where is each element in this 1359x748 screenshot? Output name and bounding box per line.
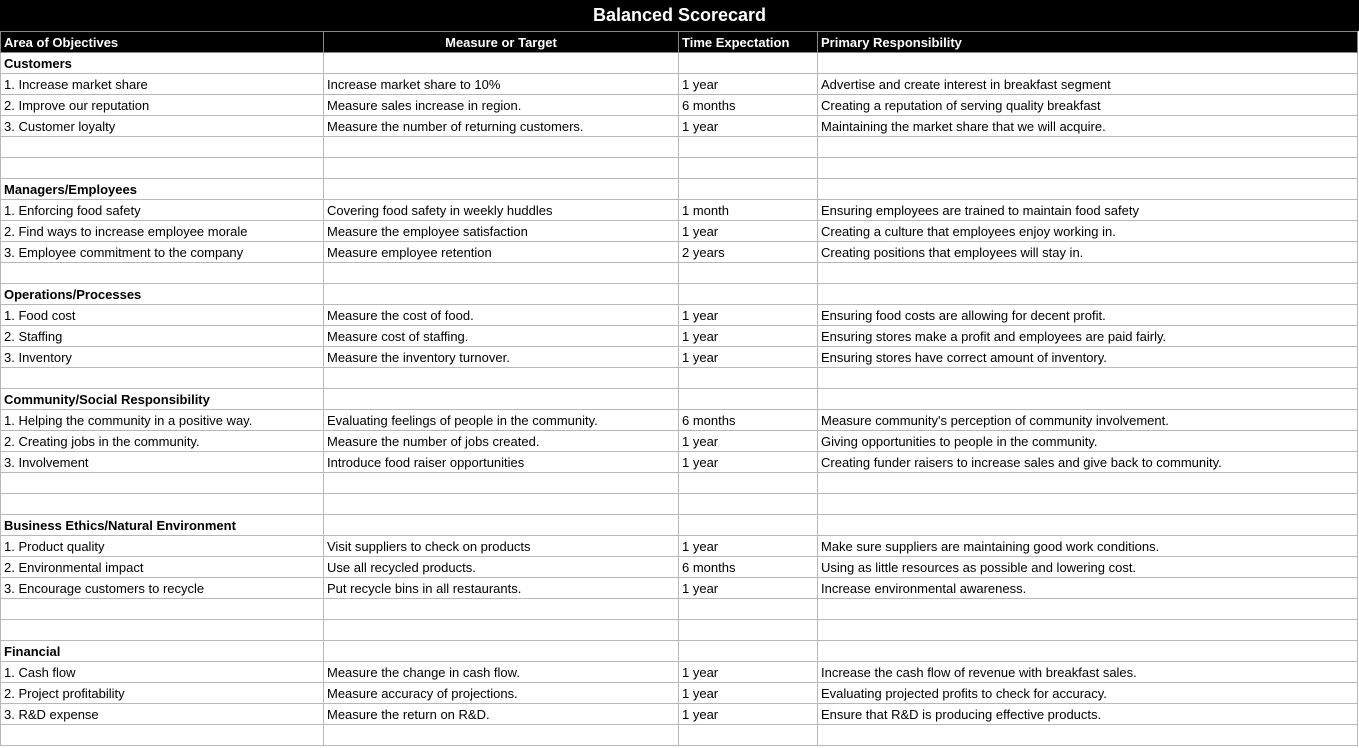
area-of-objectives-cell[interactable]: 1. Product quality: [1, 536, 324, 557]
table-row: [1, 578, 1358, 599]
measure-or-target-cell[interactable]: Measure sales increase in region.: [324, 95, 679, 116]
area-of-objectives-cell[interactable]: [1, 620, 324, 641]
table-row: [1, 557, 1358, 578]
primary-responsibility-cell[interactable]: Ensuring stores have correct amount of inventory.: [818, 347, 1358, 368]
area-of-objectives-cell[interactable]: [1, 725, 324, 746]
table-row: [1, 116, 1358, 137]
measure-or-target-cell[interactable]: Put recycle bins in all restaurants.: [324, 578, 679, 599]
area-of-objectives-cell[interactable]: 3. Involvement: [1, 452, 324, 473]
measure-or-target-cell[interactable]: Measure accuracy of projections.: [324, 683, 679, 704]
empty-row: [1, 473, 1358, 494]
area-of-objectives-cell[interactable]: 2. Improve our reputation: [1, 95, 324, 116]
empty-row: [1, 158, 1358, 179]
area-of-objectives-cell[interactable]: [1, 368, 324, 389]
table-row: [1, 95, 1358, 116]
time-expectation-cell[interactable]: 1 year: [679, 305, 818, 326]
table-row: [1, 305, 1358, 326]
time-expectation-cell[interactable]: 1 year: [679, 431, 818, 452]
table-row: [1, 683, 1358, 704]
table-row: [1, 704, 1358, 725]
table-row: [1, 74, 1358, 95]
primary-responsibility-cell[interactable]: [818, 599, 1358, 620]
table-row: [1, 536, 1358, 557]
sheet-title: Balanced Scorecard: [0, 0, 1359, 31]
time-expectation-cell[interactable]: [679, 179, 818, 200]
area-of-objectives-cell[interactable]: 2. Find ways to increase employee morale: [1, 221, 324, 242]
measure-or-target-cell[interactable]: [324, 137, 679, 158]
primary-responsibility-cell[interactable]: [818, 725, 1358, 746]
time-expectation-cell[interactable]: [679, 137, 818, 158]
measure-or-target-cell[interactable]: [324, 494, 679, 515]
area-of-objectives-cell[interactable]: 1. Cash flow: [1, 662, 324, 683]
section-title-cell[interactable]: Operations/Processes: [1, 284, 324, 305]
area-of-objectives-cell[interactable]: [1, 494, 324, 515]
table-row: [1, 662, 1358, 683]
primary-responsibility-cell[interactable]: Creating funder raisers to increase sales and give back to community.: [818, 452, 1358, 473]
measure-or-target-cell[interactable]: [324, 725, 679, 746]
measure-or-target-cell[interactable]: [324, 158, 679, 179]
time-expectation-cell[interactable]: 1 year: [679, 578, 818, 599]
section-header-row: [1, 515, 1358, 536]
area-of-objectives-cell[interactable]: 2. Environmental impact: [1, 557, 324, 578]
primary-responsibility-cell[interactable]: Measure community's perception of community involvement.: [818, 410, 1358, 431]
measure-or-target-cell[interactable]: Measure the number of returning customers.: [324, 116, 679, 137]
area-of-objectives-cell[interactable]: 3. Employee commitment to the company: [1, 242, 324, 263]
primary-responsibility-cell[interactable]: Increase environmental awareness.: [818, 578, 1358, 599]
time-expectation-cell[interactable]: [679, 494, 818, 515]
primary-responsibility-cell[interactable]: Ensuring food costs are allowing for decent profit.: [818, 305, 1358, 326]
measure-or-target-cell[interactable]: Measure the inventory turnover.: [324, 347, 679, 368]
area-of-objectives-cell[interactable]: 3. Inventory: [1, 347, 324, 368]
measure-or-target-cell[interactable]: [324, 53, 679, 74]
table-row: [1, 347, 1358, 368]
primary-responsibility-cell[interactable]: [818, 473, 1358, 494]
primary-responsibility-cell[interactable]: Creating a reputation of serving quality breakfast: [818, 95, 1358, 116]
time-expectation-cell[interactable]: 6 months: [679, 557, 818, 578]
header-area-of-objectives[interactable]: Area of Objectives: [1, 32, 324, 53]
header-measure-or-target[interactable]: Measure or Target: [324, 32, 679, 53]
area-of-objectives-cell[interactable]: 1. Enforcing food safety: [1, 200, 324, 221]
measure-or-target-cell[interactable]: [324, 389, 679, 410]
time-expectation-cell[interactable]: 2 years: [679, 242, 818, 263]
area-of-objectives-cell[interactable]: [1, 473, 324, 494]
area-of-objectives-cell[interactable]: [1, 599, 324, 620]
time-expectation-cell[interactable]: [679, 473, 818, 494]
empty-row: [1, 494, 1358, 515]
primary-responsibility-cell[interactable]: Creating positions that employees will stay in.: [818, 242, 1358, 263]
time-expectation-cell[interactable]: [679, 620, 818, 641]
area-of-objectives-cell[interactable]: 1. Increase market share: [1, 74, 324, 95]
empty-row: [1, 368, 1358, 389]
section-header-row: [1, 389, 1358, 410]
area-of-objectives-cell[interactable]: 1. Food cost: [1, 305, 324, 326]
time-expectation-cell[interactable]: [679, 599, 818, 620]
time-expectation-cell[interactable]: 1 year: [679, 683, 818, 704]
measure-or-target-cell[interactable]: [324, 515, 679, 536]
measure-or-target-cell[interactable]: Introduce food raiser opportunities: [324, 452, 679, 473]
measure-or-target-cell[interactable]: Evaluating feelings of people in the community.: [324, 410, 679, 431]
area-of-objectives-cell[interactable]: 1. Helping the community in a positive way.: [1, 410, 324, 431]
empty-row: [1, 725, 1358, 746]
area-of-objectives-cell[interactable]: [1, 137, 324, 158]
section-title-cell[interactable]: Community/Social Responsibility: [1, 389, 324, 410]
empty-row: [1, 263, 1358, 284]
time-expectation-cell[interactable]: [679, 515, 818, 536]
area-of-objectives-cell[interactable]: 2. Staffing: [1, 326, 324, 347]
area-of-objectives-cell[interactable]: 3. Customer loyalty: [1, 116, 324, 137]
primary-responsibility-cell[interactable]: [818, 641, 1358, 662]
time-expectation-cell[interactable]: [679, 284, 818, 305]
primary-responsibility-cell[interactable]: Maintaining the market share that we will acquire.: [818, 116, 1358, 137]
area-of-objectives-cell[interactable]: 3. Encourage customers to recycle: [1, 578, 324, 599]
table-row: [1, 242, 1358, 263]
primary-responsibility-cell[interactable]: Make sure suppliers are maintaining good work conditions.: [818, 536, 1358, 557]
table-row: [1, 326, 1358, 347]
measure-or-target-cell[interactable]: Measure employee retention: [324, 242, 679, 263]
time-expectation-cell[interactable]: 1 year: [679, 536, 818, 557]
header-time-expectation[interactable]: Time Expectation: [679, 32, 818, 53]
time-expectation-cell[interactable]: [679, 158, 818, 179]
primary-responsibility-cell[interactable]: [818, 368, 1358, 389]
primary-responsibility-cell[interactable]: [818, 137, 1358, 158]
time-expectation-cell[interactable]: 6 months: [679, 410, 818, 431]
time-expectation-cell[interactable]: 1 year: [679, 116, 818, 137]
measure-or-target-cell[interactable]: Measure the employee satisfaction: [324, 221, 679, 242]
header-row: [1, 32, 1358, 53]
measure-or-target-cell[interactable]: Covering food safety in weekly huddles: [324, 200, 679, 221]
time-expectation-cell[interactable]: [679, 368, 818, 389]
time-expectation-cell[interactable]: 1 year: [679, 326, 818, 347]
measure-or-target-cell[interactable]: Measure the number of jobs created.: [324, 431, 679, 452]
measure-or-target-cell[interactable]: Measure the cost of food.: [324, 305, 679, 326]
table-body: [1, 53, 1358, 746]
measure-or-target-cell[interactable]: Measure the change in cash flow.: [324, 662, 679, 683]
primary-responsibility-cell[interactable]: Ensuring stores make a profit and employees are paid fairly.: [818, 326, 1358, 347]
measure-or-target-cell[interactable]: Measure the return on R&D.: [324, 704, 679, 725]
primary-responsibility-cell[interactable]: Ensure that R&D is producing effective products.: [818, 704, 1358, 725]
section-title-cell[interactable]: Customers: [1, 53, 324, 74]
measure-or-target-cell[interactable]: Use all recycled products.: [324, 557, 679, 578]
primary-responsibility-cell[interactable]: [818, 515, 1358, 536]
table-row: [1, 431, 1358, 452]
primary-responsibility-cell[interactable]: [818, 263, 1358, 284]
measure-or-target-cell[interactable]: [324, 599, 679, 620]
table-row: [1, 221, 1358, 242]
section-header-row: [1, 53, 1358, 74]
section-header-row: [1, 284, 1358, 305]
time-expectation-cell[interactable]: [679, 641, 818, 662]
primary-responsibility-cell[interactable]: Increase the cash flow of revenue with breakfast sales.: [818, 662, 1358, 683]
empty-row: [1, 599, 1358, 620]
table-row: [1, 452, 1358, 473]
area-of-objectives-cell[interactable]: 3. R&D expense: [1, 704, 324, 725]
measure-or-target-cell[interactable]: Increase market share to 10%: [324, 74, 679, 95]
primary-responsibility-cell[interactable]: Evaluating projected profits to check for accuracy.: [818, 683, 1358, 704]
primary-responsibility-cell[interactable]: Ensuring employees are trained to maintain food safety: [818, 200, 1358, 221]
area-of-objectives-cell[interactable]: 2. Project profitability: [1, 683, 324, 704]
header-primary-responsibility[interactable]: Primary Responsibility: [818, 32, 1358, 53]
primary-responsibility-cell[interactable]: Creating a culture that employees enjoy working in.: [818, 221, 1358, 242]
table-row: [1, 200, 1358, 221]
primary-responsibility-cell[interactable]: [818, 389, 1358, 410]
time-expectation-cell[interactable]: 1 month: [679, 200, 818, 221]
measure-or-target-cell[interactable]: [324, 263, 679, 284]
area-of-objectives-cell[interactable]: 2. Creating jobs in the community.: [1, 431, 324, 452]
measure-or-target-cell[interactable]: [324, 368, 679, 389]
empty-row: [1, 620, 1358, 641]
primary-responsibility-cell[interactable]: [818, 179, 1358, 200]
measure-or-target-cell[interactable]: Measure cost of staffing.: [324, 326, 679, 347]
empty-row: [1, 137, 1358, 158]
section-header-row: [1, 641, 1358, 662]
measure-or-target-cell[interactable]: [324, 284, 679, 305]
time-expectation-cell[interactable]: 1 year: [679, 662, 818, 683]
primary-responsibility-cell[interactable]: Using as little resources as possible and lowering cost.: [818, 557, 1358, 578]
measure-or-target-cell[interactable]: [324, 641, 679, 662]
area-of-objectives-cell[interactable]: [1, 263, 324, 284]
scorecard-table: [0, 31, 1358, 746]
primary-responsibility-cell[interactable]: [818, 53, 1358, 74]
measure-or-target-cell[interactable]: [324, 620, 679, 641]
time-expectation-cell[interactable]: [679, 263, 818, 284]
measure-or-target-cell[interactable]: [324, 179, 679, 200]
time-expectation-cell[interactable]: [679, 725, 818, 746]
primary-responsibility-cell[interactable]: Advertise and create interest in breakfast segment: [818, 74, 1358, 95]
time-expectation-cell[interactable]: [679, 53, 818, 74]
time-expectation-cell[interactable]: 6 months: [679, 95, 818, 116]
primary-responsibility-cell[interactable]: [818, 494, 1358, 515]
time-expectation-cell[interactable]: 1 year: [679, 221, 818, 242]
primary-responsibility-cell[interactable]: Giving opportunities to people in the community.: [818, 431, 1358, 452]
time-expectation-cell[interactable]: 1 year: [679, 704, 818, 725]
time-expectation-cell[interactable]: [679, 389, 818, 410]
primary-responsibility-cell[interactable]: [818, 284, 1358, 305]
time-expectation-cell[interactable]: 1 year: [679, 347, 818, 368]
section-header-row: [1, 179, 1358, 200]
section-title-cell[interactable]: Financial: [1, 641, 324, 662]
time-expectation-cell[interactable]: 1 year: [679, 74, 818, 95]
measure-or-target-cell[interactable]: Visit suppliers to check on products: [324, 536, 679, 557]
table-row: [1, 410, 1358, 431]
area-of-objectives-cell[interactable]: [1, 158, 324, 179]
primary-responsibility-cell[interactable]: [818, 158, 1358, 179]
time-expectation-cell[interactable]: 1 year: [679, 452, 818, 473]
section-title-cell[interactable]: Business Ethics/Natural Environment: [1, 515, 324, 536]
measure-or-target-cell[interactable]: [324, 473, 679, 494]
primary-responsibility-cell[interactable]: [818, 620, 1358, 641]
section-title-cell[interactable]: Managers/Employees: [1, 179, 324, 200]
